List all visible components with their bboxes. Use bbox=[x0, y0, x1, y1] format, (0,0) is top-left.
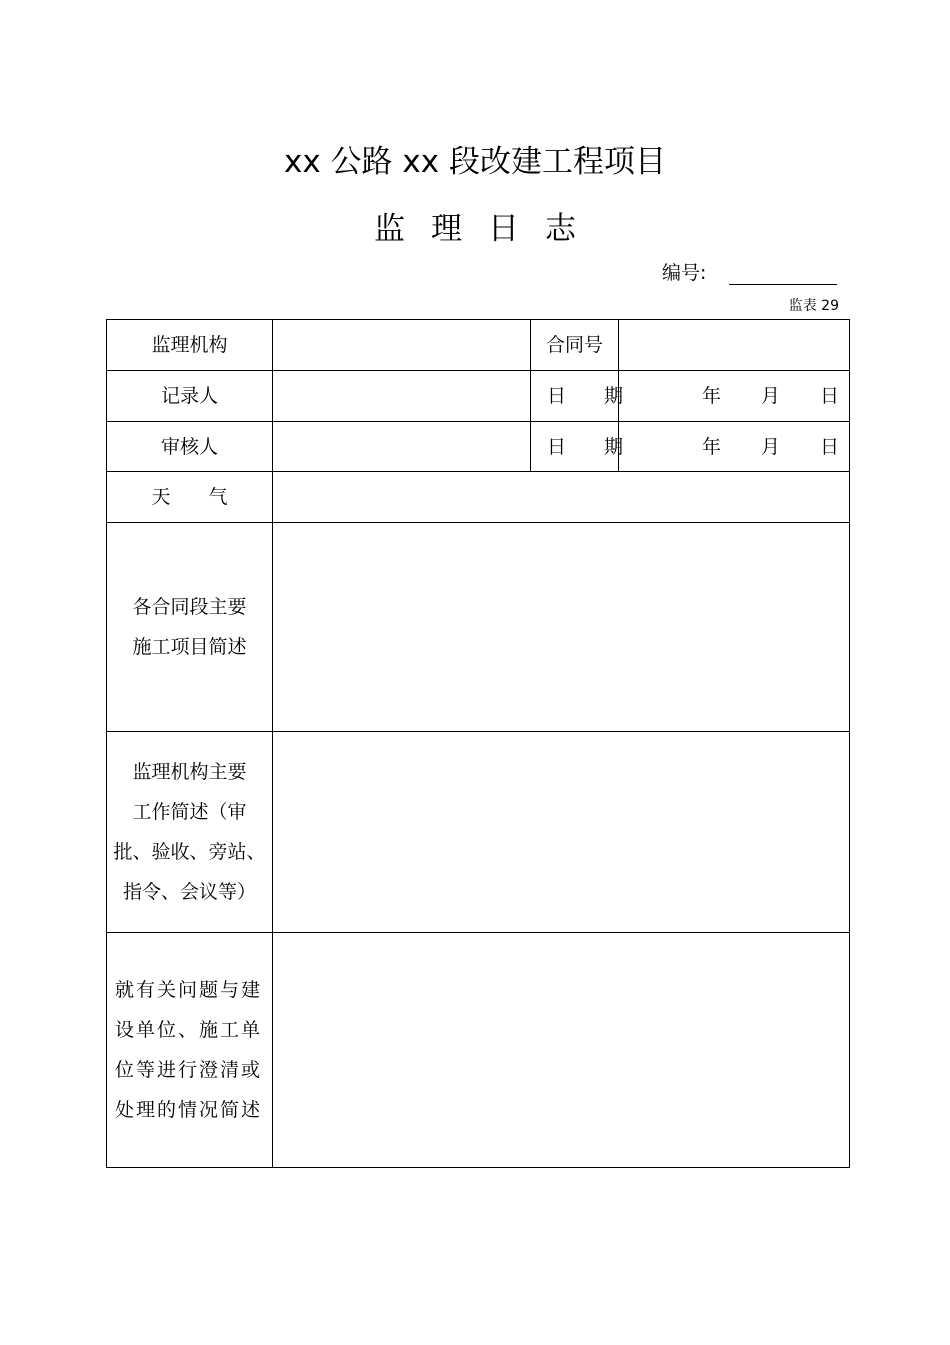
year-label: 年 bbox=[701, 435, 721, 458]
supervision-work-label-line: 指令、会议等） bbox=[122, 881, 256, 903]
review-date-label: 日 期 bbox=[531, 422, 619, 472]
weather-label: 天 气 bbox=[107, 472, 273, 523]
supervision-org-field[interactable] bbox=[273, 320, 531, 371]
supervision-work-label-line: 批、验收、旁站、 bbox=[113, 841, 266, 863]
day-label: 日 bbox=[819, 385, 839, 407]
record-date-label: 日 期 bbox=[531, 371, 619, 422]
day-label: 日 bbox=[819, 435, 839, 458]
document-title: xx 公路 xx 段改建工程项目 bbox=[284, 144, 666, 180]
month-label: 月 bbox=[760, 435, 780, 458]
supervision-org-label: 监理机构 bbox=[107, 320, 273, 371]
recorder-field[interactable] bbox=[273, 371, 531, 422]
construction-summary-label-line: 施工项目简述 bbox=[132, 636, 247, 658]
recorder-label: 记录人 bbox=[107, 371, 273, 422]
form-code: 监表 29 bbox=[788, 298, 839, 314]
construction-summary-label-line: 各合同段主要 bbox=[132, 596, 247, 618]
supervision-work-label-line: 工作简述（审 bbox=[132, 801, 247, 823]
construction-summary-field[interactable] bbox=[273, 523, 850, 732]
issues-handling-label: 就有关问题与建设单位、施工单位等进行澄清或处理的情况简述 bbox=[107, 933, 273, 1168]
construction-summary-label bbox=[107, 523, 273, 732]
reviewer-label: 审核人 bbox=[107, 422, 273, 472]
supervision-log-table bbox=[106, 319, 850, 1168]
serial-number-field[interactable] bbox=[729, 284, 837, 285]
month-label: 月 bbox=[760, 385, 780, 407]
supervision-work-label bbox=[107, 732, 273, 933]
document-subtitle: 监理日志 bbox=[374, 211, 602, 247]
review-date-field[interactable] bbox=[619, 422, 850, 472]
supervision-work-field[interactable] bbox=[273, 732, 850, 933]
record-date-field[interactable] bbox=[619, 371, 850, 422]
supervision-work-label-line: 监理机构主要 bbox=[132, 761, 247, 783]
contract-no-label: 合同号 bbox=[531, 320, 619, 371]
reviewer-field[interactable] bbox=[273, 422, 531, 472]
contract-no-field[interactable] bbox=[619, 320, 850, 371]
weather-field[interactable] bbox=[273, 472, 850, 523]
issues-handling-field[interactable] bbox=[273, 933, 850, 1168]
year-label: 年 bbox=[701, 385, 721, 407]
serial-number-label: 编号: bbox=[662, 262, 707, 284]
